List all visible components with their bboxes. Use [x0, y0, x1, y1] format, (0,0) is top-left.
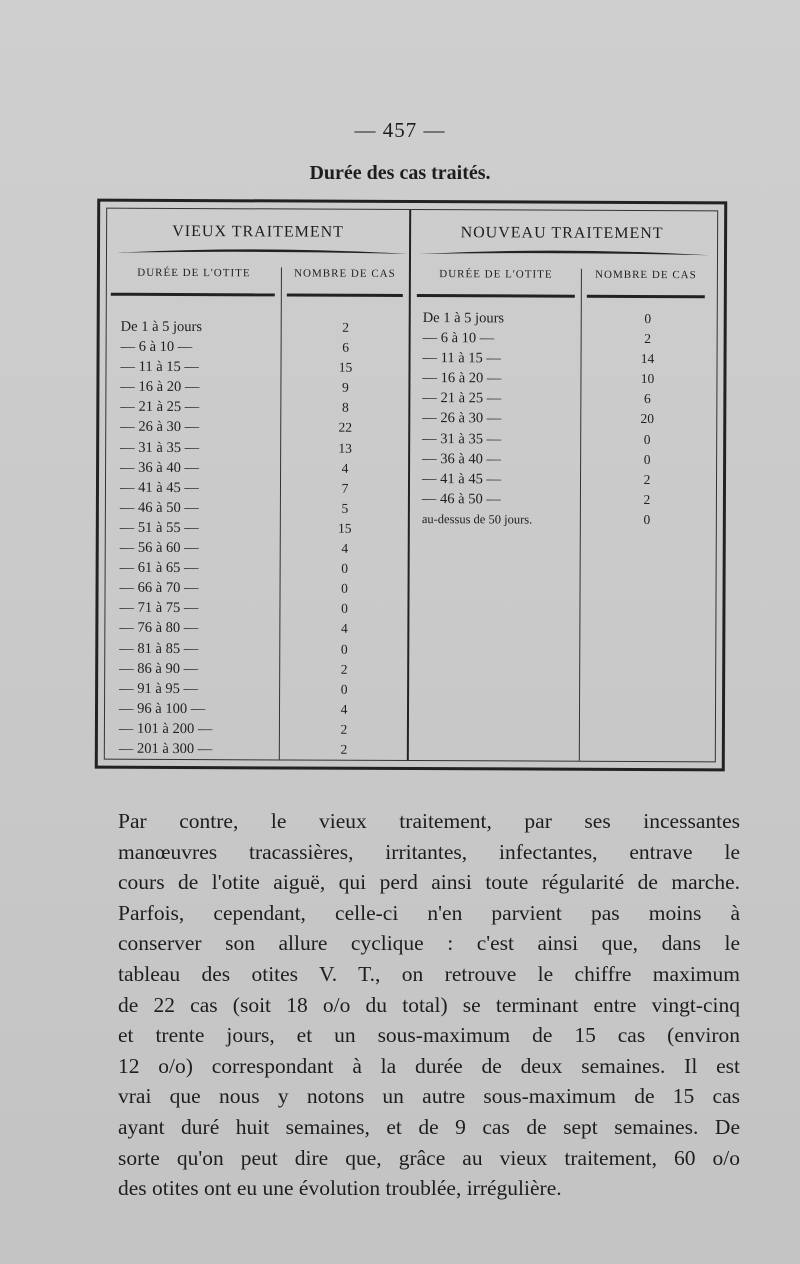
- count-cell: 2: [643, 471, 651, 487]
- count-cell: 0: [643, 451, 651, 467]
- header-rule: [111, 293, 275, 297]
- count-cell: 0: [644, 311, 652, 327]
- duration-cell: — 101 à 200 —: [118, 720, 213, 738]
- paragraph-line: des otites ont eu une évolution troublée, irrégulière.: [118, 1176, 562, 1201]
- paragraph-line: cours de l'otite aiguë, qui perd ainsi toute régularité de marche.: [118, 870, 740, 895]
- duration-cell: — 76 à 80 —: [119, 620, 199, 637]
- duration-cell: — 21 à 25 —: [422, 390, 502, 407]
- count-cell: 2: [340, 741, 348, 757]
- duration-cell: — 26 à 30 —: [422, 410, 502, 427]
- duration-cell: — 31 à 35 —: [120, 439, 200, 456]
- paragraph-line: Parfois, cependant, celle-ci n'en parvient pas moins à: [118, 900, 740, 925]
- paragraph-line: et trente jours, et un sous-maximum de 15 cas (environ: [118, 1023, 740, 1048]
- count-cell: 2: [643, 491, 651, 507]
- paragraph-line: conserver son allure cyclique : c'est ainsi que, dans le: [118, 931, 740, 956]
- old-count-column: [281, 317, 409, 760]
- paragraph-line: tableau des otites V. T., on retrouve le chiffre maximum: [118, 961, 740, 986]
- count-cell: 4: [340, 701, 348, 717]
- count-cell: 10: [640, 371, 655, 387]
- count-cell: 4: [341, 540, 349, 556]
- duration-cell: — 56 à 60 —: [119, 539, 199, 557]
- duration-cell: — 31 à 35 —: [422, 430, 502, 447]
- count-cell: 4: [341, 460, 349, 476]
- duration-cell: — 11 à 15 —: [120, 358, 199, 376]
- count-cell: 0: [341, 601, 348, 617]
- duration-cell: — 46 à 50 —: [421, 490, 501, 508]
- old-treatment-title: VIEUX TRAITEMENT: [172, 222, 344, 241]
- count-cell: 14: [640, 351, 655, 367]
- new-count-column: [582, 309, 713, 531]
- paragraph-line: vrai que nous y notons un autre sous-maximum de 15 cas: [118, 1084, 740, 1109]
- count-cell: 8: [341, 400, 349, 416]
- duration-cell: — 41 à 45 —: [119, 479, 199, 496]
- count-cell: 0: [643, 511, 651, 527]
- duration-cell: — 6 à 10 —: [422, 330, 495, 347]
- new-treatment-title: NOUVEAU TRAITEMENT: [460, 224, 664, 243]
- duration-cell: — 96 à 100 —: [118, 700, 206, 717]
- table-inner-border: [104, 208, 718, 763]
- count-cell: 0: [341, 560, 349, 576]
- count-cell: 5: [341, 500, 349, 516]
- count-cell: 6: [643, 391, 651, 407]
- count-cell: 15: [338, 520, 352, 536]
- header-rule: [587, 295, 705, 299]
- old-count-header: NOMBRE DE CAS: [294, 267, 396, 280]
- duration-cell: au-dessus de 50 jours.: [421, 511, 533, 527]
- duration-cell: De 1 à 5 jours: [120, 318, 203, 336]
- old-duration-column: [115, 317, 281, 760]
- duration-cell: — 71 à 75 —: [119, 600, 199, 617]
- page-number: — 457 —: [354, 118, 446, 142]
- duration-table: [95, 199, 727, 772]
- new-duration-column: [418, 308, 579, 530]
- duration-cell: — 21 à 25 —: [120, 399, 200, 416]
- count-cell: 0: [340, 681, 348, 697]
- duration-cell: — 86 à 90 —: [119, 660, 199, 677]
- duration-cell: — 36 à 40 —: [422, 450, 502, 468]
- paragraph-line: sorte qu'on peut dire que, grâce au vieux traitement, 60 o/o: [118, 1145, 740, 1170]
- count-cell: 9: [342, 379, 349, 396]
- count-cell: 22: [338, 420, 353, 436]
- paragraph-line: 12 o/o) correspondant à la durée de deux semaines. Il est: [118, 1053, 740, 1078]
- header-rule: [417, 294, 575, 298]
- count-cell: 13: [338, 440, 352, 456]
- count-cell: 7: [341, 480, 349, 496]
- duration-cell: — 11 à 15 —: [422, 350, 501, 367]
- duration-cell: — 6 à 10 —: [120, 338, 193, 356]
- duration-cell: — 81 à 85 —: [119, 640, 199, 657]
- body-paragraph: [118, 806, 740, 1204]
- duration-cell: — 51 à 55 —: [119, 519, 199, 537]
- duration-cell: — 26 à 30 —: [120, 419, 200, 436]
- count-cell: 2: [644, 331, 652, 347]
- duration-cell: — 16 à 20 —: [422, 370, 502, 387]
- paragraph-line: Par contre, le vieux traitement, par ses incessantes: [118, 809, 740, 833]
- old-duration-header: DURÉE DE L'OTITE: [137, 266, 251, 280]
- paragraph-line: ayant duré huit semaines, et de 9 cas de sept semaines. De: [118, 1114, 740, 1139]
- duration-cell: — 201 à 300 —: [118, 740, 213, 758]
- header-rule: [287, 293, 403, 297]
- count-cell: 2: [340, 721, 348, 737]
- paragraph-line: manœuvres tracassières, irritantes, infectantes, entrave le: [118, 839, 740, 864]
- count-cell: 6: [342, 339, 350, 355]
- title-swash-ornament: [419, 248, 709, 259]
- count-cell: 20: [640, 411, 655, 427]
- paragraph-line: de 22 cas (soit 18 o/o du total) se terminant entre vingt-cinq: [118, 992, 740, 1017]
- new-count-header: NOMBRE DE CAS: [595, 268, 697, 282]
- duration-cell: De 1 à 5 jours: [422, 310, 505, 327]
- count-cell: 0: [340, 641, 348, 657]
- duration-cell: — 91 à 95 —: [119, 680, 199, 697]
- duration-cell: — 41 à 45 —: [421, 470, 501, 488]
- duration-cell: — 46 à 50 —: [119, 499, 199, 516]
- count-cell: 15: [338, 359, 353, 375]
- count-cell: 2: [342, 319, 350, 335]
- duration-cell: — 16 à 20 —: [120, 379, 200, 396]
- table-caption: Durée des cas traités.: [309, 162, 491, 184]
- count-cell: 0: [643, 431, 651, 447]
- count-cell: 4: [340, 621, 348, 637]
- duration-cell: — 66 à 70 —: [119, 579, 199, 597]
- count-cell: 0: [341, 580, 348, 596]
- duration-cell: — 61 à 65 —: [119, 559, 199, 577]
- title-swash-ornament: [117, 247, 407, 258]
- new-duration-header: DURÉE DE L'OTITE: [439, 268, 553, 281]
- duration-cell: — 36 à 40 —: [120, 459, 200, 476]
- count-cell: 2: [340, 661, 348, 677]
